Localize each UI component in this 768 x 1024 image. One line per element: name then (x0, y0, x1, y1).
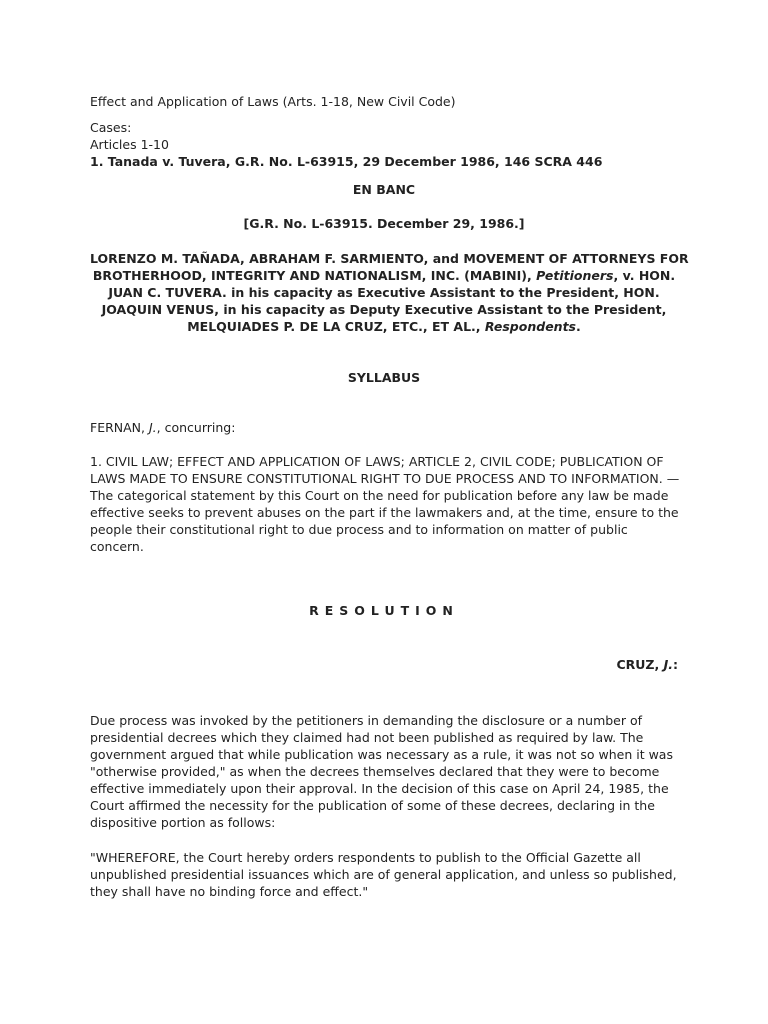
quote-line: unpublished presidential issuances which are of general application, and unless so published, (90, 867, 677, 882)
court-division: EN BANC (352, 182, 416, 197)
resolution-author-tail: : (673, 657, 678, 672)
syllabus-line: LAWS MADE TO ENSURE CONSTITUTIONAL RIGHT TO DUE PROCESS AND TO INFORMATION. — (90, 471, 680, 486)
syllabus-author-title: J. (148, 420, 157, 435)
resolution-author-name: CRUZ, (616, 657, 664, 672)
resolution-author-title: J. (663, 657, 673, 672)
syllabus-line: effective seeks to prevent abuses on the part if the lawmakers and, at the time, ensure to the (90, 505, 679, 520)
syllabus-heading: SYLLABUS (347, 370, 421, 385)
resolution-line: government argued that while publication was necessary as a rule, it was not so when it was (90, 747, 673, 762)
syllabus-line: people their constitutional right to due process and to information on matter of public (90, 522, 628, 537)
parties-line-5 (90, 318, 678, 335)
petitioners-label: Petitioners (536, 268, 614, 283)
syllabus-line: concern. (90, 539, 144, 554)
case-title: 1. Tanada v. Tuvera, G.R. No. L-63915, 29 December 1986, 146 SCRA 446 (90, 154, 603, 169)
quote-line: "WHEREFORE, the Court hereby orders respondents to publish to the Official Gazette all (90, 850, 641, 865)
parties-line-1: LORENZO M. TAÑADA, ABRAHAM F. SARMIENTO, and MOVEMENT OF ATTORNEYS FOR (90, 251, 689, 266)
syllabus-author (90, 419, 678, 436)
parties-line-3: JUAN C. TUVERA. in his capacity as Executive Assistant to the President, HON. (108, 285, 660, 300)
syllabus-author-name: FERNAN, (90, 420, 149, 435)
parties-line-5-text: MELQUIADES P. DE LA CRUZ, ETC., ET AL., (187, 319, 485, 334)
resolution-line: Due process was invoked by the petitioners in demanding the disclosure or a number of (90, 713, 643, 728)
resolution-line: presidential decrees which they claimed had not been published as required by law. The (90, 730, 644, 745)
parties-line-2-tail: , v. HON. (613, 268, 676, 283)
syllabus-line: 1. CIVIL LAW; EFFECT AND APPLICATION OF LAWS; ARTICLE 2, CIVIL CODE; PUBLICATION OF (90, 454, 664, 469)
cases-label: Cases: (90, 120, 132, 135)
respondents-label: Respondents (484, 319, 576, 334)
articles-label: Articles 1-10 (90, 137, 169, 152)
resolution-line: effective immediately upon their approval. In the decision of this case on April 24, 1985, the (90, 781, 669, 796)
resolution-heading: RESOLUTION (309, 603, 459, 618)
parties-line-5-tail: . (576, 319, 581, 334)
resolution-author (90, 656, 678, 673)
document-title: Effect and Application of Laws (Arts. 1-18, New Civil Code) (90, 94, 456, 109)
parties-line-2-text: BROTHERHOOD, INTEGRITY AND NATIONALISM, INC. (MABINI), (92, 268, 537, 283)
syllabus-line: The categorical statement by this Court on the need for publication before any law be made (90, 488, 669, 503)
quote-line: they shall have no binding force and effect." (90, 884, 369, 899)
parties-line-2 (90, 267, 678, 284)
parties-line-4: JOAQUIN VENUS, in his capacity as Deputy Executive Assistant to the President, (101, 302, 667, 317)
docket-number: [G.R. No. L-63915. December 29, 1986.] (243, 216, 525, 231)
resolution-line: "otherwise provided," as when the decrees themselves declared that they were to become (90, 764, 660, 779)
resolution-line: Court affirmed the necessity for the publication of some of these decrees, declaring in the (90, 798, 655, 813)
syllabus-author-tail: , concurring: (156, 420, 236, 435)
resolution-line: dispositive portion as follows: (90, 815, 276, 830)
